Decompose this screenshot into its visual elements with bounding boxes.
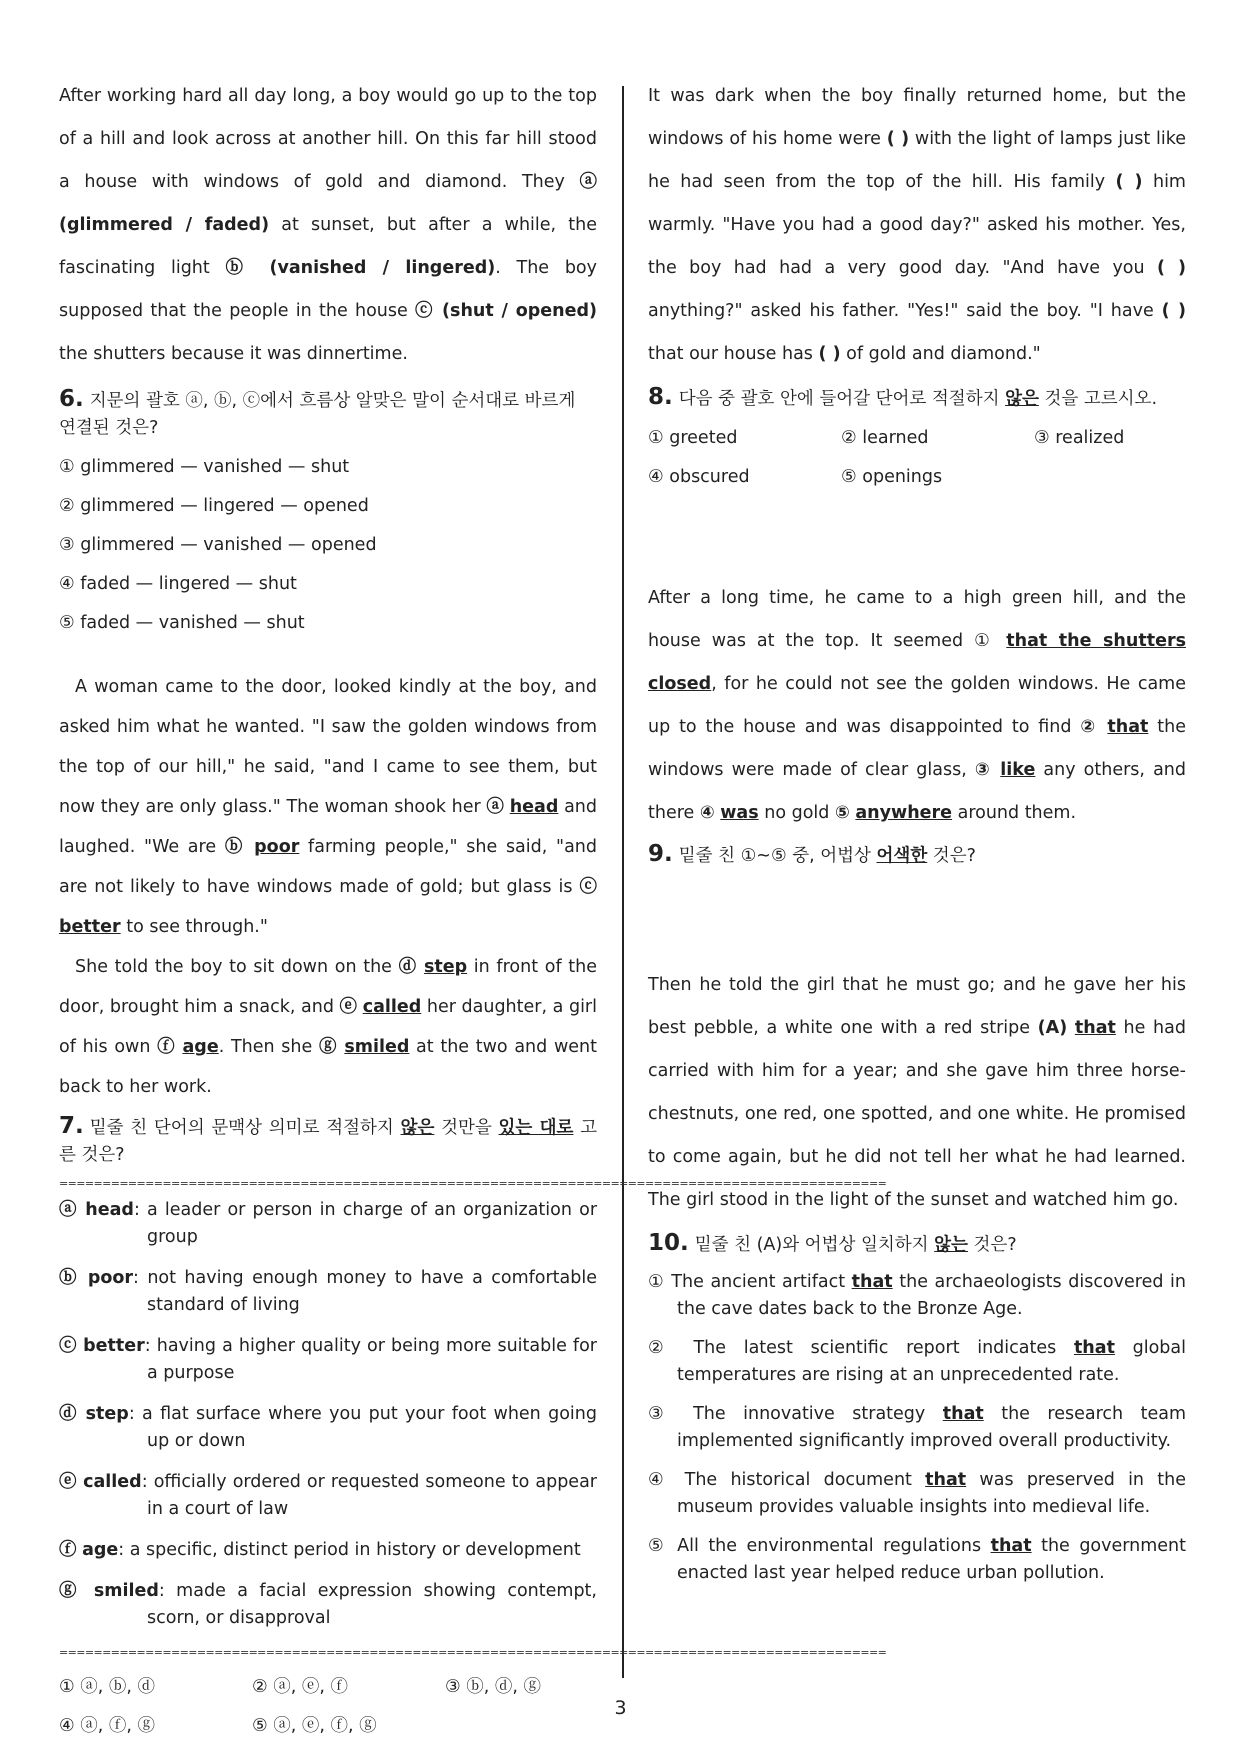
- right-column: [648, 78, 1186, 1599]
- q8-option-5[interactable]: ⑤ openings: [841, 467, 943, 487]
- q10-option-5[interactable]: ⑤ All the environmental regulations that the government enacted last year helped reduce urban pollution.: [648, 1536, 1186, 1583]
- q6-option-2[interactable]: ② glimmered — lingered — opened: [59, 496, 369, 516]
- definition-item: ⓓ step: a flat surface where you put your foot when going up or down: [59, 1404, 597, 1451]
- question-7-prompt: 7. 밑줄 친 단어의 문맥상 의미로 적절하지 않은 것만을 있는 대로 고른 것은?: [59, 1113, 598, 1165]
- q6-option-4[interactable]: ④ faded — lingered — shut: [59, 574, 297, 594]
- separator-line: ================================================================================================: [59, 1646, 887, 1659]
- definition-item: ⓕ age: a specific, distinct period in history or development: [59, 1540, 581, 1560]
- q6-option-3[interactable]: ③ glimmered — vanished — opened: [59, 535, 377, 555]
- question-6-prompt: 6. 지문의 괄호 ⓐ, ⓑ, ⓒ에서 흐름상 알맞은 말이 순서대로 바르게 연결된 것은?: [59, 386, 576, 438]
- question-8: [648, 384, 1186, 497]
- page-number: 3: [614, 1697, 627, 1719]
- q7-option-2[interactable]: ② ⓐ, ⓔ, ⓕ: [252, 1677, 349, 1697]
- question-9: [648, 841, 1186, 870]
- passage-3: It was dark when the boy finally returned home, but the windows of his home were ( ) with the light of lamps just like he had seen from the top of the hill. His family ( ) him warmly. "Have you had a good day?" asked his mother. Yes, the boy had had a very good day. "And have you ( ) anything?" asked his father. "Yes!" said the boy. "I have ( ) that our house has ( ) of gold and diamond.": [648, 86, 1187, 364]
- question-6: [59, 386, 597, 643]
- definition-list: [59, 1197, 597, 1632]
- q8-option-3[interactable]: ③ realized: [1034, 428, 1125, 448]
- passage-2-paragraph-1: A woman came to the door, looked kindly at the boy, and asked him what he wanted. "I saw the golden windows from the top of our hill," he said, "and I came to see them, but now they are only glass." The woman shook her ⓐ head and laughed. "We are ⓑ poor farming people," she said, "and are not likely to have windows made of gold; but glass is ⓒ better to see through.": [59, 677, 597, 937]
- q8-option-4[interactable]: ④ obscured: [648, 467, 750, 487]
- q8-option-2[interactable]: ② learned: [841, 428, 929, 448]
- q10-option-2[interactable]: ② The latest scientific report indicates that global temperatures are rising at an unprecedented rate.: [648, 1338, 1186, 1385]
- passage-5: Then he told the girl that he must go; and he gave her his best pebble, a white one with a red stripe (A) that he had carried with him for a year; and she gave him three horse-chestnuts, one red, one spotted, and one white. He promised to come again, but he did not tell her what he had learned. The girl stood in the light of the sunset and watched him go.: [648, 975, 1186, 1210]
- q10-option-1[interactable]: ① The ancient artifact that the archaeologists discovered in the cave dates back to the Bronze Age.: [648, 1272, 1186, 1319]
- question-10: [648, 1230, 1186, 1587]
- q6-option-1[interactable]: ① glimmered — vanished — shut: [59, 457, 350, 477]
- q8-option-1[interactable]: ① greeted: [648, 428, 738, 448]
- q7-option-3[interactable]: ③ ⓑ, ⓓ, ⓖ: [445, 1677, 542, 1697]
- passage-2: [59, 667, 597, 1107]
- column-divider: [622, 86, 624, 1678]
- question-9-prompt: 9. 밑줄 친 ①~⑤ 중, 어법상 어색한 것은?: [648, 841, 976, 867]
- separator-line: ================================================================================================: [59, 1177, 887, 1190]
- q10-option-3[interactable]: ③ The innovative strategy that the research team implemented significantly improved overall productivity.: [648, 1404, 1187, 1451]
- passage-2-paragraph-2: She told the boy to sit down on the ⓓ step in front of the door, brought him a snack, and ⓔ called her daughter, a girl of his own ⓕ age. Then she ⓖ smiled at the two and went back to her work.: [59, 957, 597, 1097]
- definition-item: ⓖ smiled: made a facial expression showing contempt, scorn, or disapproval: [59, 1581, 597, 1628]
- definition-item: ⓑ poor: not having enough money to have a comfortable standard of living: [59, 1268, 598, 1315]
- q8-options: [648, 419, 1186, 497]
- q7-option-1[interactable]: ① ⓐ, ⓑ, ⓓ: [59, 1677, 156, 1697]
- question-8-prompt: 8. 다음 중 괄호 안에 들어갈 단어로 적절하지 않은 것을 고르시오.: [648, 384, 1158, 410]
- passage-1: After working hard all day long, a boy would go up to the top of a hill and look across at another hill. On this far hill stood a house with windows of gold and diamond. They ⓐ (glimmered / faded) at sunset, but after a while, the fascinating light ⓑ (vanished / lingered). The boy supposed that the people in the house ⓒ (shut / opened) the shutters because it was dinnertime.: [59, 86, 598, 364]
- q7-option-4[interactable]: ④ ⓐ, ⓕ, ⓖ: [59, 1716, 156, 1736]
- question-10-prompt: 10. 밑줄 친 (A)와 어법상 일치하지 않는 것은?: [648, 1230, 1017, 1256]
- definition-item: ⓐ head: a leader or person in charge of an organization or group: [59, 1200, 598, 1247]
- definition-item: ⓔ called: officially ordered or requested someone to appear in a court of law: [59, 1472, 597, 1519]
- q7-option-5[interactable]: ⑤ ⓐ, ⓔ, ⓕ, ⓖ: [252, 1716, 377, 1736]
- q10-option-4[interactable]: ④ The historical document that was preserved in the museum provides valuable insights into medieval life.: [648, 1470, 1187, 1517]
- definition-item: ⓒ better: having a higher quality or being more suitable for a purpose: [59, 1336, 597, 1383]
- q6-option-5[interactable]: ⑤ faded — vanished — shut: [59, 613, 305, 633]
- passage-4: After a long time, he came to a high green hill, and the house was at the top. It seemed ① that the shutters closed, for he could not see the golden windows. He came up to the house and was disappointed to find ② that the windows were made of clear glass, ③ like any others, and there ④ was no gold ⑤ anywhere around them.: [648, 588, 1186, 823]
